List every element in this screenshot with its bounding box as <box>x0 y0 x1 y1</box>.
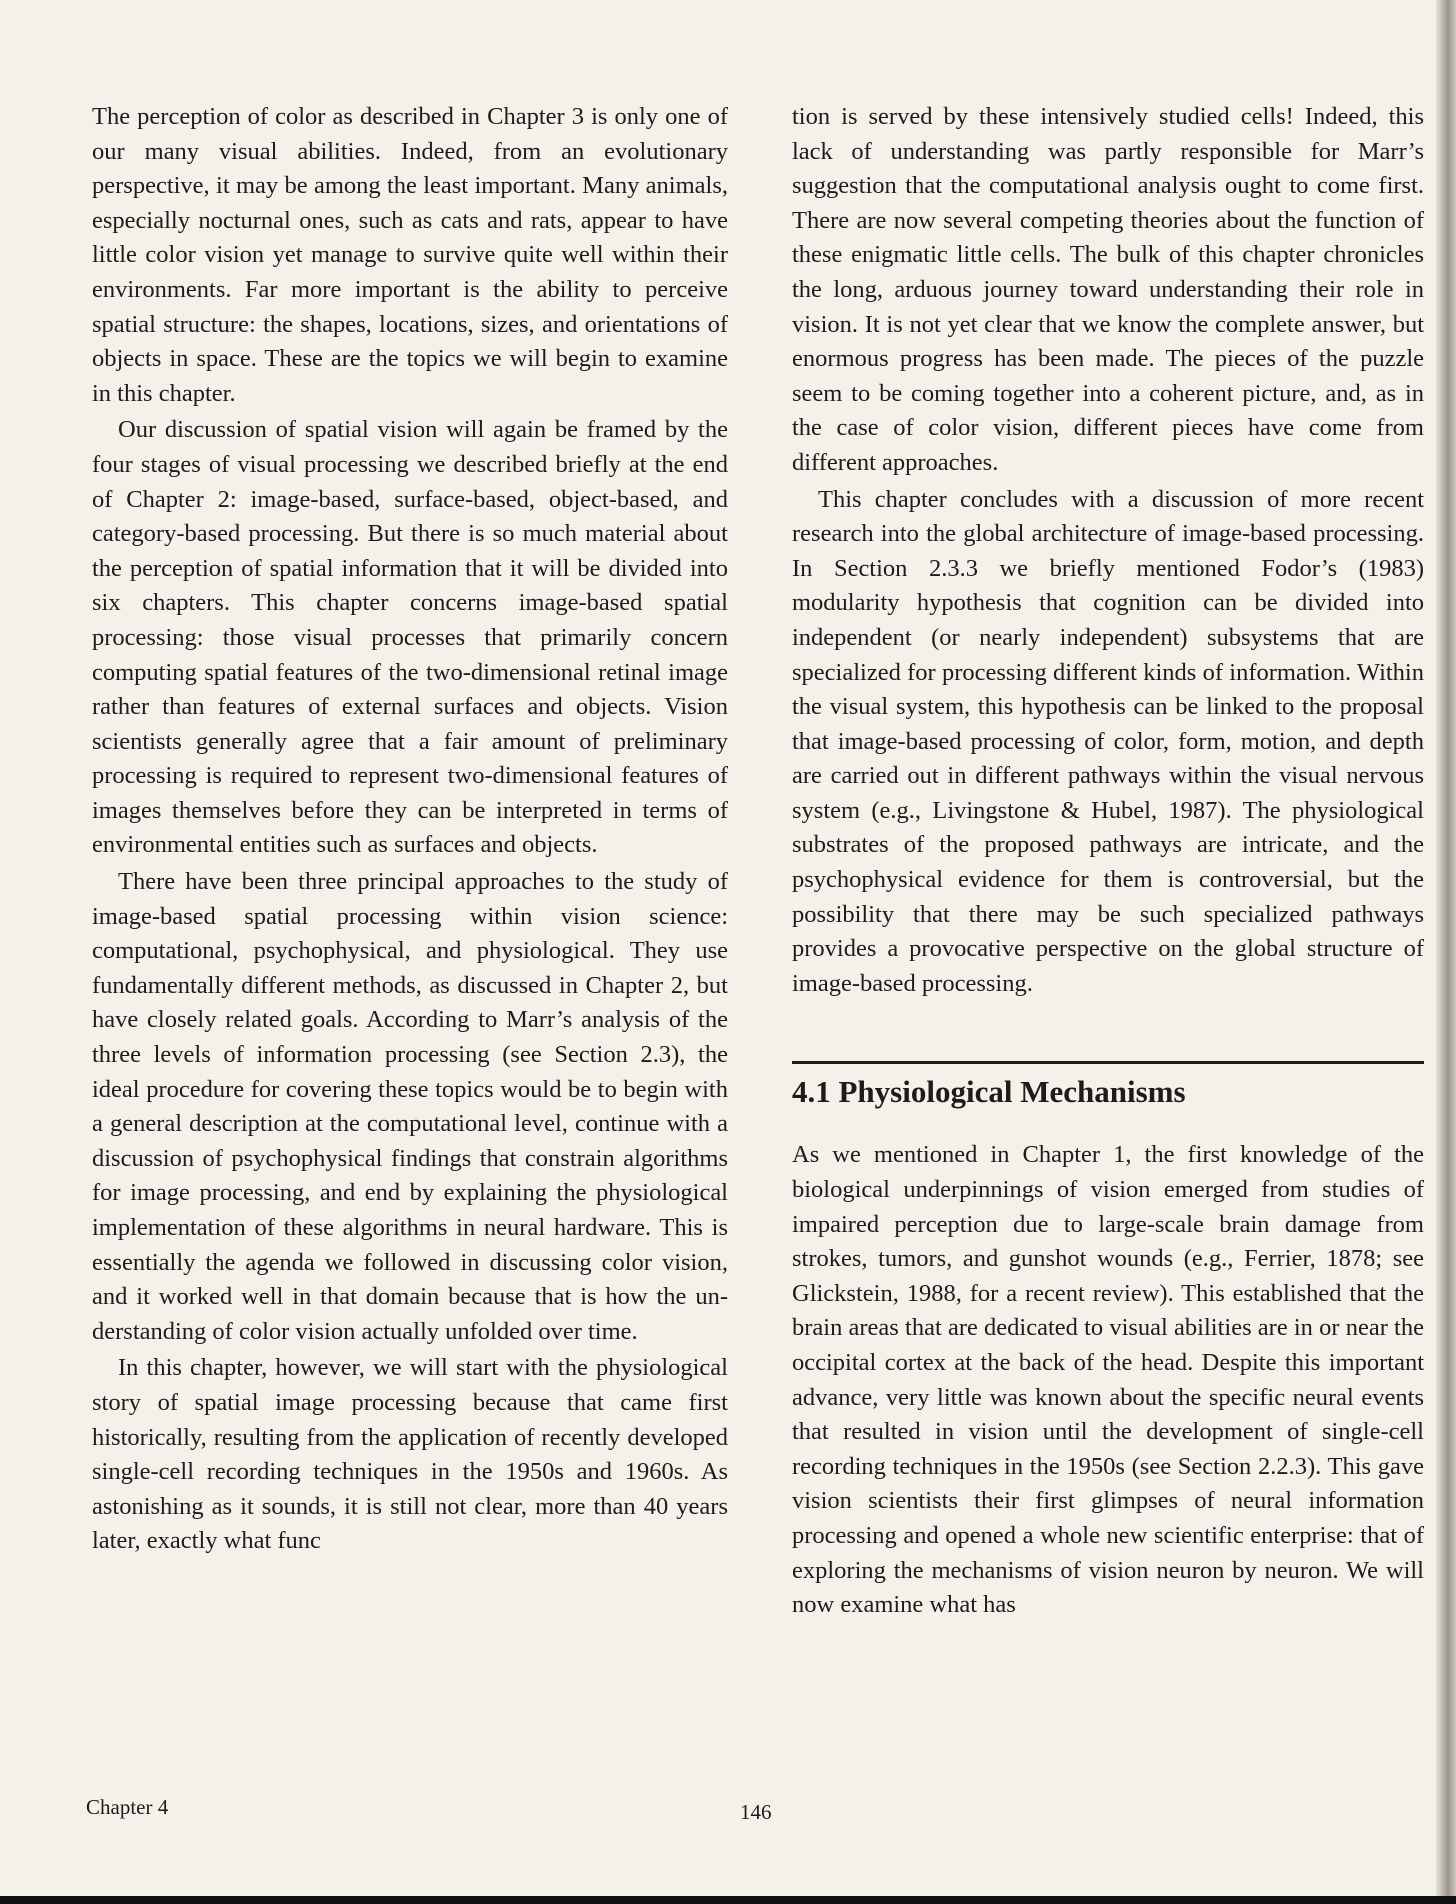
left-column <box>92 100 728 1559</box>
scan-edge-right <box>1436 0 1456 1904</box>
left-paragraph-4: In this chapter, however, we will start with the physiological story of spatial image processing because that came first historically, resulting from the application of recently developed single-cell recording techniques in the 1950s and 1960s. As astonishing as it sounds, it is still not clear, more than 40 years later, exactly what func <box>92 1354 728 1555</box>
right-column <box>792 100 1424 1623</box>
left-paragraph-3: There have been three principal approaches to the study of image-based spatial processing within vision science: computational, psychophysical, and physiological. They use fundamentally different methods, as discussed in Chapter 2, but have closely related goals. According to Marr’s analysis of the three levels of information processing (see Section 2.3), the ideal procedure for covering these topics would be to begin with a general description at the computational level, continue with a discussion of psychophysical findings that constrain algorithms for image processing, and end by explaining the physiological implementation of these algorithms in neural hardware. This is essentially the agenda we followed in discussing color vision, and it worked well in that domain because that is how the understanding of color vision actually unfolded over time. <box>92 868 728 1345</box>
section-paragraph: As we mentioned in Chapter 1, the first knowledge of the biological underpinnings of vision emerged from studies of impaired perception due to large-scale brain damage from strokes, tumors, and gunshot wounds (e.g., Ferrier, 1878; see Glickstein, 1988, for a recent review). This established that the brain areas that are dedicated to visual abilities are in or near the occipital cortex at the back of the head. Despite this important advance, very little was known about the specific neural events that resulted in vision until the development of single-cell recording techniques in the 1950s (see Section 2.2.3). This gave vision scientists their first glimpses of neural information processing and opened a whole new scientific enterprise: that of exploring the mechanisms of vision neuron by neuron. We will now examine what has <box>792 1141 1424 1619</box>
right-paragraph-2: This chapter concludes with a discussion of more recent research into the global architecture of image-based processing. In Section 2.3.3 we briefly mentioned Fodor’s (1983) modularity hypothesis that cognition can be divided into independent (or nearly independent) subsystems that are specialized for processing different kinds of information. Within the visual system, this hypothesis can be linked to the proposal that image-based processing of color, form, motion, and depth are carried out in different pathways within the visual nervous system (e.g., Livingstone & Hubel, 1987). The physiological substrates of the proposed pathways are intricate, and the psychophysical evidence for them is controversial, but the possibility that there may be such specialized pathways provides a provocative perspective on the global structure of image-based processing. <box>792 485 1424 997</box>
section-heading: 4.1 Physiological Mechanisms <box>792 1074 1186 1110</box>
footer-chapter-label: Chapter 4 <box>86 1795 169 1819</box>
scan-edge-bottom <box>0 1896 1456 1904</box>
left-paragraph-2: Our discussion of spatial vision will again be framed by the four stages of visual processing we described briefly at the end of Chapter 2: image-based, surface-based, object-based, and category-based processing. But there is so much material about the perception of spatial information that it will be divided into six chapters. This chapter concerns image-based spatial processing: those visual processes that primarily concern computing spatial features of the two-dimensional retinal image rather than features of external surfaces and objects. Vision scientists generally agree that a fair amount of preliminary processing is required to represent two-dimensional features of images themselves before they can be interpreted in terms of environmental entities such as surfaces and objects. <box>92 416 728 859</box>
section-rule <box>792 1061 1424 1064</box>
page-number: 146 <box>740 1800 772 1824</box>
right-paragraph-1: tion is served by these intensively studied cells! Indeed, this lack of understanding was partly responsible for Marr’s suggestion that the computational analysis ought to come first. There are now several competing theories about the function of these enigmatic little cells. The bulk of this chapter chronicles the long, arduous journey toward understanding their role in vision. It is not yet clear that we know the complete answer, but enormous progress has been made. The pieces of the puzzle seem to be coming together into a coherent picture, and, as in the case of color vision, different pieces have come from different approaches. <box>792 103 1424 476</box>
left-paragraph-1: The perception of color as described in Chapter 3 is only one of our many visual abilities. Indeed, from an evolutionary perspective, it may be among the least important. Many animals, especially nocturnal ones, such as cats and rats, appear to have little color vision yet manage to survive quite well within their environments. Far more important is the ability to perceive spatial structure: the shapes, locations, sizes, and orientations of objects in space. These are the topics we will begin to examine in this chapter. <box>92 103 728 407</box>
